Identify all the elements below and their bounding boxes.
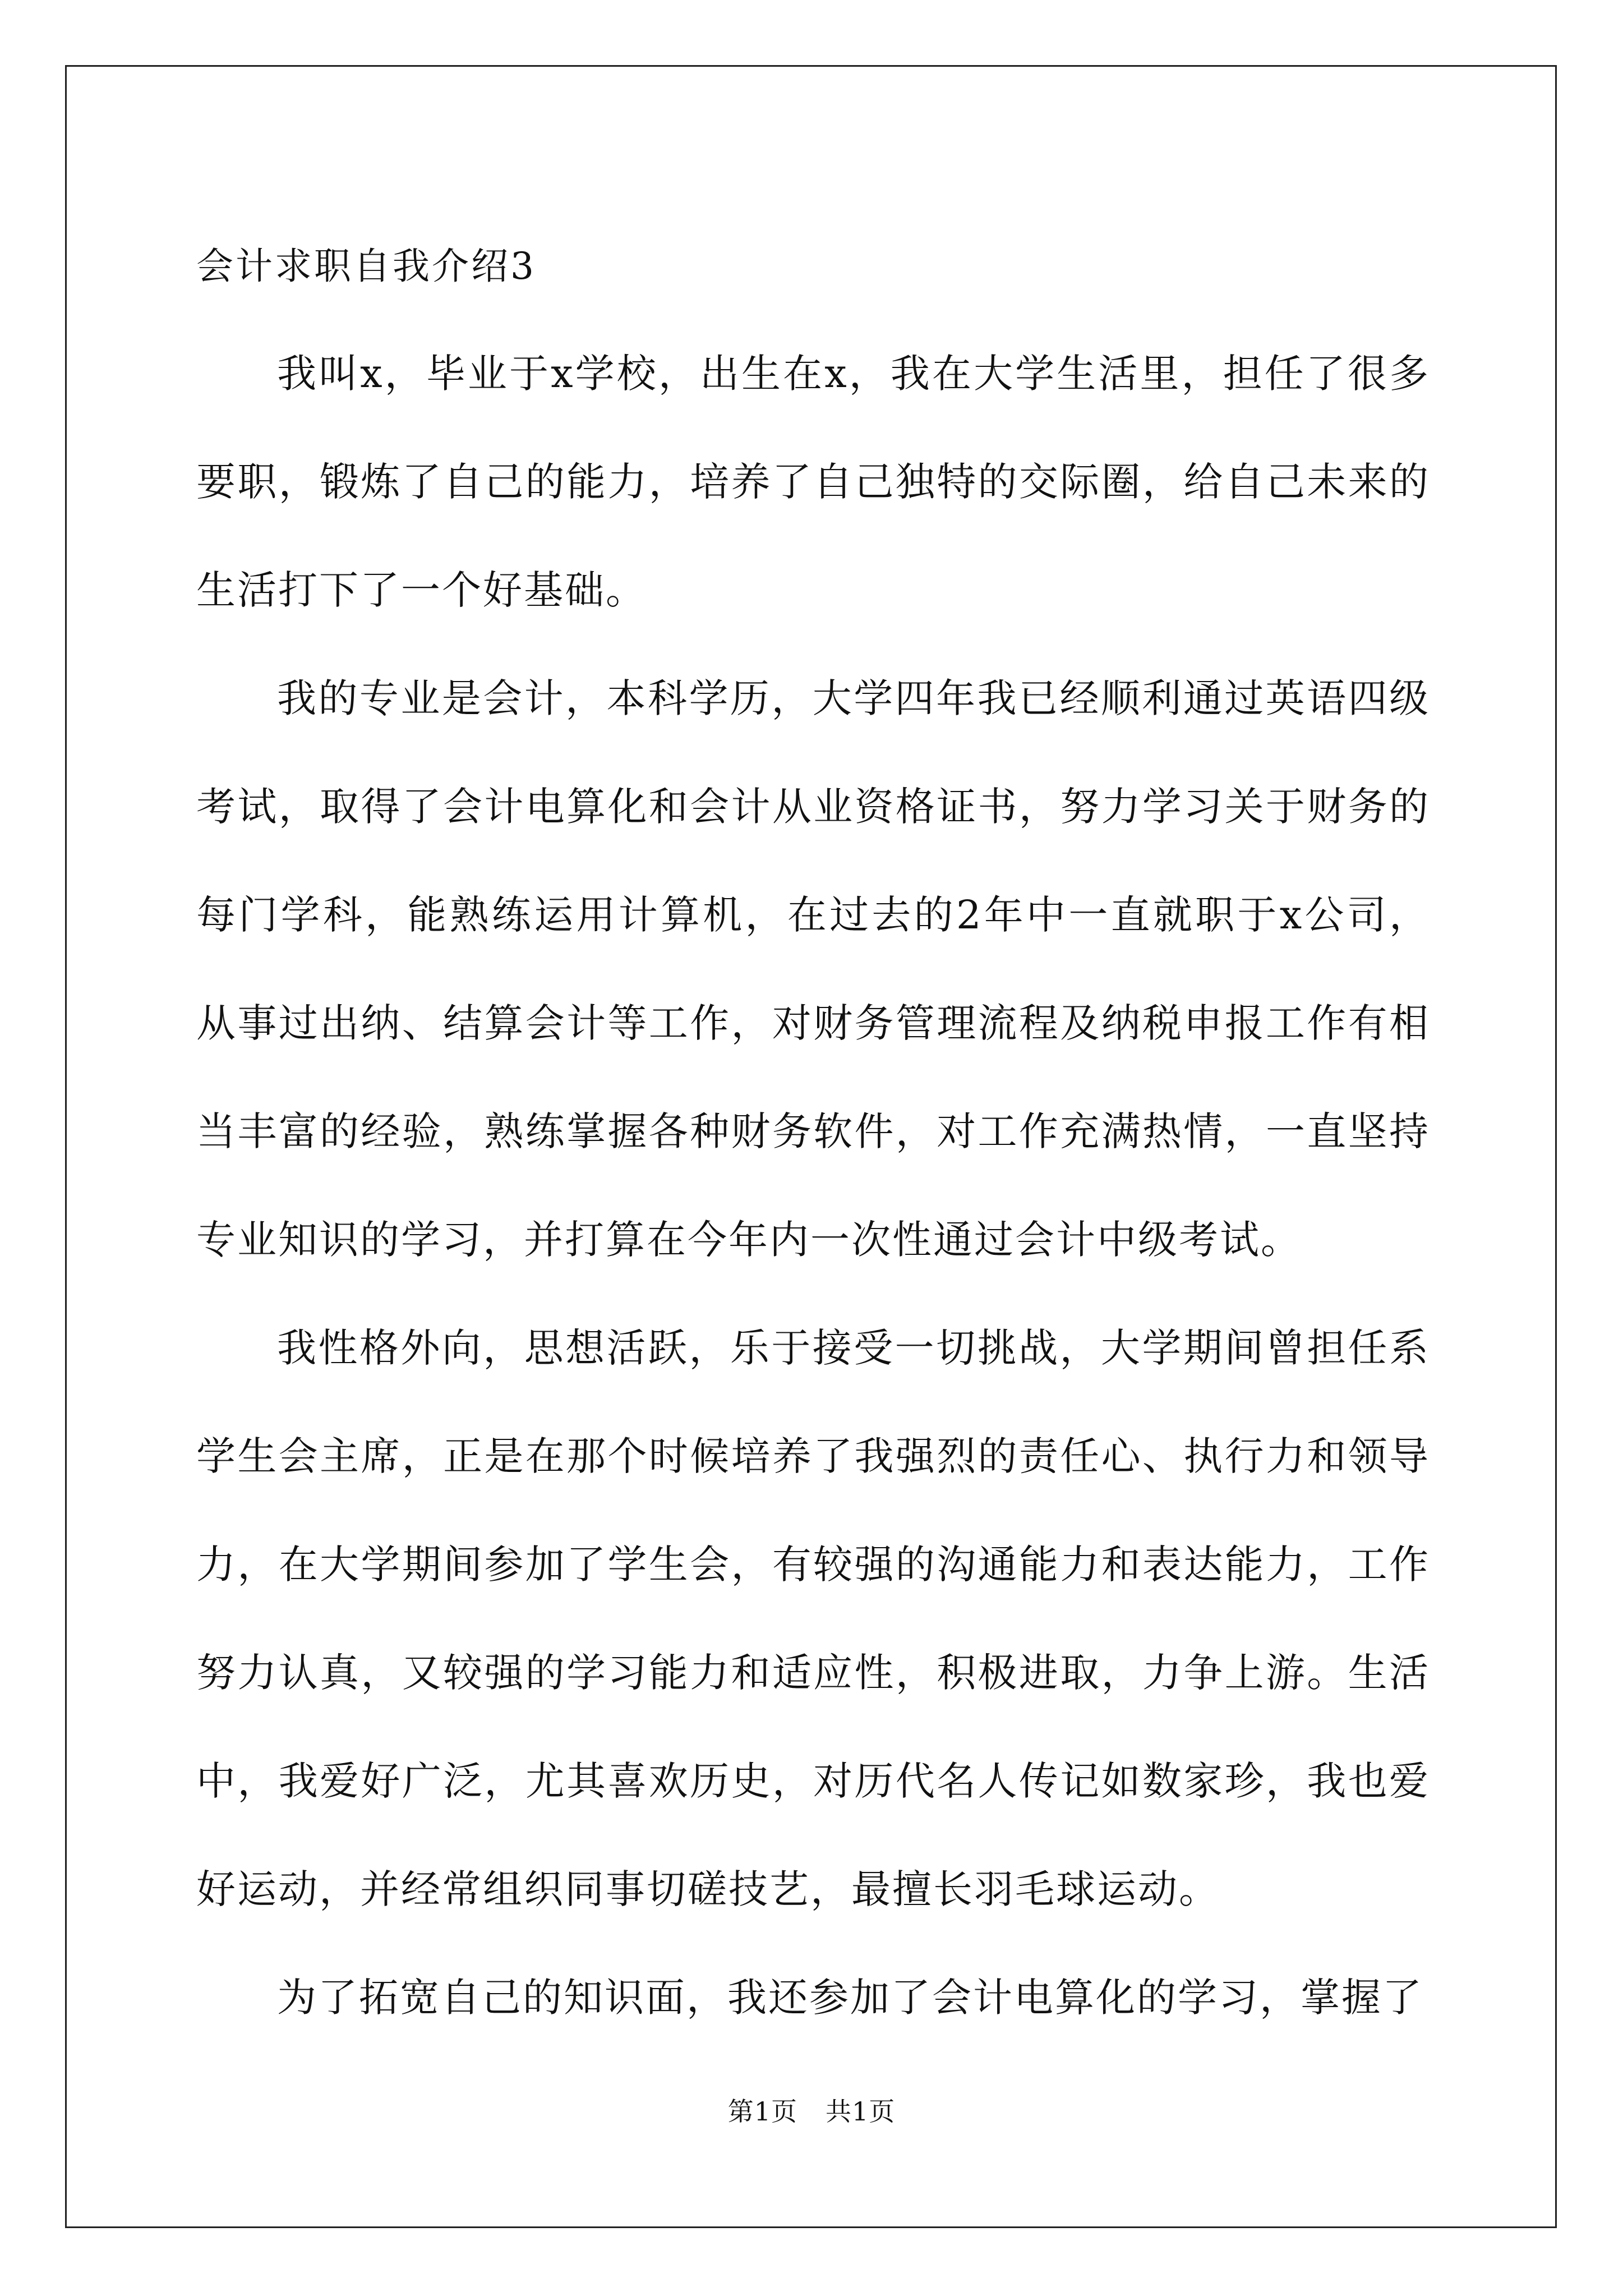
paragraph-major: 我的专业是会计，本科学历，大学四年我已经顺利通过英语四级考试，取得了会计电算化和会计从业资格证书，努力学习关于财务的每门学科，能熟练运用计算机，在过去的2年中一直就职于x公司，从事过出纳、结算会计等工作，对财务管理流程及纳税申报工作有相当丰富的经验，熟练掌握各种财务软件，对工作充满热情，一直坚持专业知识的学习，并打算在今年内一次性通过会计中级考试。 [196,675,1430,1263]
document-title: 会计求职自我介绍3 [196,245,536,288]
page-footer [0,2091,1623,2128]
document-body [196,213,1430,2052]
page-total: 共1页 [826,2096,896,2127]
paragraph-personality: 我性格外向，思想活跃，乐于接受一切挑战，大学期间曾担任系学生会主席，正是在那个时候培养了我强烈的责任心、执行力和领导力，在大学期间参加了学生会，有较强的沟通能力和表达能力，工作努力认真，又较强的学习能力和适应性，积极进取，力争上游。生活中，我爱好广泛，尤其喜欢历史，对历代名人传记如数家珍，我也爱好运动，并经常组织同事切磋技艺，最擅长羽毛球运动。 [196,1325,1430,1912]
paragraph-learning: 为了拓宽自己的知识面，我还参加了会计电算化的学习，掌握了 [277,1975,1423,2021]
page-number: 第1页 [727,2096,797,2127]
paragraph-intro: 我叫x，毕业于x学校，出生在x，我在大学生活里，担任了很多要职，锻炼了自己的能力，培养了自己独特的交际圈，给自己未来的生活打下了一个好基础。 [196,351,1430,613]
